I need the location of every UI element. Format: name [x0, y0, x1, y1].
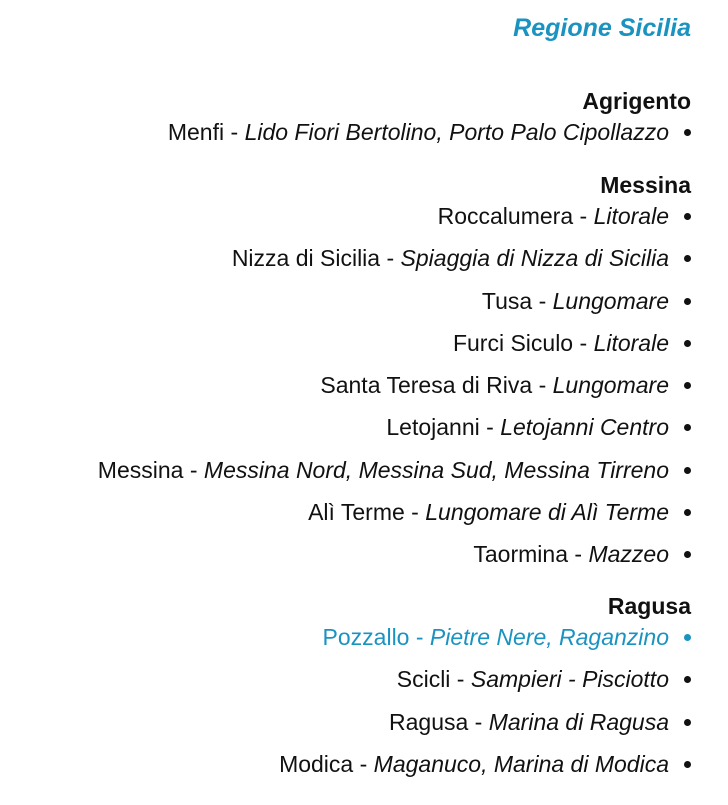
town-name: Santa Teresa di Riva [320, 372, 533, 399]
beach-names: Marina di Ragusa [488, 708, 669, 735]
separator: - [224, 119, 245, 145]
province-messina [0, 170, 691, 581]
beach-names: Maganuco, Marina di Modica [373, 750, 669, 777]
separator: - [573, 329, 594, 356]
list-item [0, 285, 691, 327]
list-item [0, 454, 691, 496]
region-title: Regione Sicilia [513, 14, 691, 42]
list-item [0, 369, 691, 411]
beach-names[interactable]: Pietre Nere, Raganzino [429, 624, 669, 650]
list-item-highlighted[interactable] [0, 621, 691, 663]
town-name: Taormina [473, 541, 568, 568]
location-list [0, 200, 691, 581]
list-item [0, 242, 691, 284]
separator: - [568, 541, 589, 568]
town-name: Scicli [396, 666, 451, 693]
town-name: Letojanni [386, 414, 480, 441]
beach-names: Lungomare [552, 287, 669, 314]
beach-names: Litorale [593, 329, 669, 356]
list-item [0, 538, 691, 580]
separator: - [532, 372, 553, 399]
beach-names: Letojanni Centro [500, 414, 669, 441]
separator: - [183, 456, 204, 483]
town-name: Tusa [481, 287, 533, 314]
list-item [0, 411, 691, 453]
town-name: Ragusa [389, 708, 469, 735]
town-name: Modica [279, 750, 354, 777]
town-name[interactable]: Pozzallo [322, 624, 410, 650]
beach-names: Mazzeo [588, 541, 669, 568]
province-agrigento [0, 86, 691, 158]
beach-names: Lungomare di Alì Terme [425, 499, 669, 526]
location-list [0, 116, 691, 158]
town-name: Menfi [167, 119, 225, 145]
list-item [0, 663, 691, 705]
province-title: Messina [600, 172, 691, 198]
beach-names: Sampieri - Pisciotto [470, 666, 669, 693]
province-title: Agrigento [582, 88, 691, 114]
beach-names: Spiaggia di Nizza di Sicilia [400, 245, 669, 272]
beach-names: Lungomare [552, 372, 669, 399]
separator: - [404, 499, 426, 526]
list-item [0, 327, 691, 369]
list-item [0, 706, 691, 748]
separator: - [380, 245, 401, 272]
list-item [0, 748, 691, 790]
province-ragusa [0, 591, 691, 790]
separator: - [468, 708, 489, 735]
separator: - [532, 287, 553, 314]
separator: - [353, 750, 374, 777]
separator: - [573, 203, 594, 229]
location-list [0, 621, 691, 790]
separator: - [479, 414, 501, 441]
list-item [0, 116, 691, 158]
list-item [0, 496, 691, 538]
town-name: Messina [97, 456, 184, 483]
separator: - [409, 624, 430, 650]
town-name: Alì Terme [308, 499, 405, 526]
town-name: Roccalumera [437, 203, 574, 229]
separator: - [450, 666, 471, 693]
town-name: Nizza di Sicilia [231, 245, 381, 272]
list-item [0, 200, 691, 242]
beach-names: Messina Nord, Messina Sud, Messina Tirreno [203, 456, 669, 483]
beach-names: Litorale [593, 203, 669, 229]
town-name: Furci Siculo [452, 329, 574, 356]
beach-names: Lido Fiori Bertolino, Porto Palo Cipollazzo [244, 119, 669, 145]
province-title: Ragusa [607, 593, 691, 619]
